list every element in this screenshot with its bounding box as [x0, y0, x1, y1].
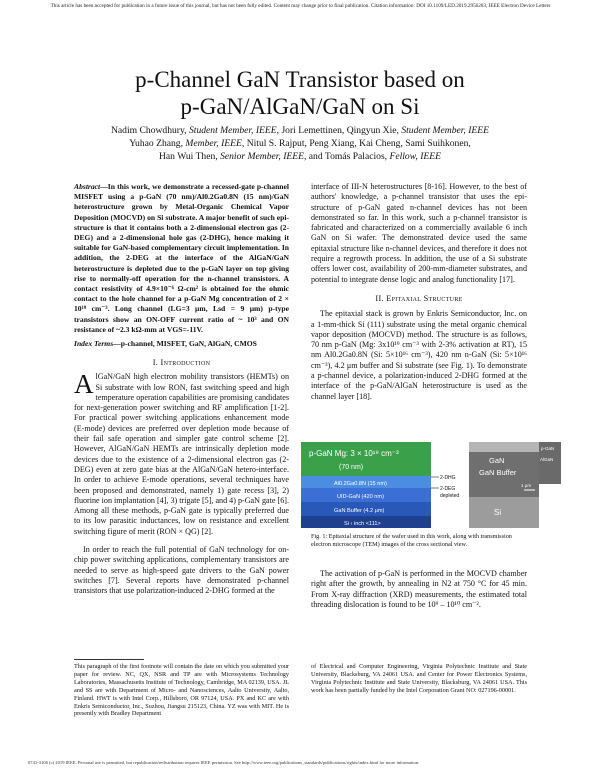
section-2-title: II. Epitaxial Structure	[375, 293, 463, 303]
pgan-layer	[301, 442, 431, 476]
left-column	[74, 182, 289, 596]
header-note: This article has been accepted for publication in a future issue of this journal, but has not been fully edited. Content may change prior to final publication. Citation information: DOI 10.1109/LED.2019.2956283, IEEE Electron Device Letters	[50, 3, 551, 9]
intro-text	[74, 369, 289, 596]
intro-paragraph-2: In order to reach the full potential of GaN technology for on-chip power switching applications, complementary transistors are needed to serve as high-speed gate drivers to the GaN power switches [7]. Several reports have demonstrated p-channel transistors that use polarization-induced 2-DHG formed at the	[74, 545, 289, 596]
author-list	[70, 124, 530, 163]
abstract-label: Abstract	[74, 182, 101, 191]
author-line-2: Yuhao Zhang, Member, IEEE, Nitul S. Rajput, Peng Xiang, Kai Cheng, Sami Suihkonen,	[129, 138, 471, 149]
paper-title	[60, 66, 540, 120]
title-line-2: p-GaN/AlGaN/GaN on Si	[180, 94, 420, 119]
tem-pgan-label: p-GaN	[541, 446, 555, 451]
layer2-label: Al0.2Ga0.8N (15 nm)	[334, 481, 387, 487]
intro-paragraph-1: lGaN/GaN high electron mobility transistors (HEMTs) on Si substrate with low RON, fast switching speed and high temperature operation capabilities are promising candidates for next-generation power switching and RF amplification [1-2]. For practical power switching applications enhancement mode (E-mode) devices are preferred over depletion mode because of their fail safe operation and simpler gate control scheme [2]. However, AlGaN/GaN HEMTs are intrinsically depletion mode devices due to the existence of a 2-dimensional electron gas (2-DEG) even at zero gate bias at the AlGaN/GaN hetero-interface. In order to achieve E-mode operations, several techniques have been proposed and demonstrated, namely 1) gate recess [3], 2) fluorine ion implantation [4], 3) trigate [5], and 4) p-GaN gate [6]. Among all these methods, p-GaN gate is typically preferred due to its low parasitic inductances, low on resistance and excellent switching figure of merit (RON × QG) [2].	[74, 372, 289, 536]
tem-scale-label: 1 μm	[521, 483, 532, 488]
right-paragraph-3-block	[311, 569, 527, 611]
right-paragraph-3: The activation of p-GaN is performed in the MOCVD chamber right after the growth, by annealing in N2 at 750 °C for 45 min. From X-ray diffraction (XRD) measurements, the estimated total threading dislocation is found to be 10⁹ – 10¹⁰ cm⁻².	[311, 569, 527, 610]
tem-si-label: Si	[494, 508, 502, 517]
layer1-label: p-GaN Mg: 3 × 10¹⁹ cm⁻³	[309, 449, 399, 458]
figure-1	[299, 442, 561, 528]
label-2dhg: 2-DHG	[440, 475, 456, 481]
label-2deg: 2-DEG	[440, 486, 456, 492]
tem-buffer-label: GaN Buffer	[479, 468, 517, 477]
right-paragraph-2: The epitaxial stack is grown by Enkris Semiconductor, Inc. on a 1-mm-thick Si (111) substrate using the metal organic chemical vapor deposition (MOCVD) method. The structure is as follows, 70 nm p-GaN (Mg: 3x10¹⁹ cm⁻³ with 2-3% activation at RT), 15 nm Al0.2Ga0.8N (Si: 5×10¹⁶ cm⁻³), 420 nm n-GaN (Si: 5×10¹⁶ cm⁻³), 4.2 μm buffer and Si substrate (see Fig. 1). To demonstrate a p-channel device, a polarization-induced 2-DHG formed at the interface of the p-GaN/AlGaN heterostructure is used as the channel layer [18].	[311, 309, 527, 401]
tem-algan-label: AlGaN	[540, 457, 554, 462]
abstract	[74, 182, 289, 335]
abstract-text: —In this work, we demonstrate a recessed-gate p-channel MISFET using a p-GaN (70 nm)/Al0.2Ga0.8N (15 nm)/GaN heterostructure grown by Metal-Organic Chemical Vapor Deposition (MOCVD) on Si substrate. A major benefit of such epi-structure is that it contains both a 2-dimensional electron gas (2-DEG) and a 2-dimensional hole gas (2-DHG), hence making it suitable for GaN-based complementary circuit implementation. In addition, the 2-DEG at the interface of the AlGaN/GaN heterostructure is depleted due to the p-GaN layer on top giving rise to normally-off operation for the n-channel transistors. A contact resistivity of 4.9×10⁻⁶ Ω-cm² is obtained for the ohmic contact to the hole channel for a p-GaN Mg concentration of 2 × 10¹⁹ cm⁻³. Long channel (LG=3 μm, Lsd = 9 μm) p-type transistors show an ON-OFF current ratio of ~ 10³ and ON resistance of ~2.3 kΩ-mm at VGS=-11V.	[74, 182, 289, 334]
author-line-3: Han Wui Then, Senior Member, IEEE, and Tomás Palacios, Fellow, IEEE	[159, 151, 441, 162]
layer4-label: GaN Buffer (4.2 μm)	[334, 508, 385, 514]
footnote-right: of Electrical and Computer Engineering, Virginia Polytechnic Institute and State University, Blacksburg, VA 24061 USA. and Center for Power Electronics Systems, Virginia Polytechnic Institute and State University, Blacksburg, VA 24061 USA. This work has been partially funded by the Intel Corporation Grant NO: 027196-00001.	[311, 663, 527, 694]
footnote-left: This paragraph of the first footnote will contain the date on which you submitted your paper for review. NC, QX, NSR and TP are with Microsystems Technology Laboratories, Massachusetts Institute of Technology, Cambridge, MA 02139, USA. JL and SS are with Department of Micro- and Nanosciences, Aalto University, Aalto, Finland. HWT is with Intel Corp., Hillsboro, OR 97124, USA. PX and KC are with Enkris Semiconductor, Inc., Suzhou, Jiangsu 215123, China. YZ was with MIT. He is presently with Bradley Department	[74, 663, 289, 718]
section-1-title: I. Introduction	[152, 358, 211, 368]
figure-caption: Fig. 1: Epitaxial structure of the wafer used in this work, along with transmission electron microscope (TEM) images of the cross sectional view.	[311, 533, 512, 548]
page-footer: 0741-3106 (c) 2019 IEEE. Personal use is permitted, but republication/redistribution requires IEEE permission. See http://www.ieee.org/publications_standards/publications/rights/index.html for more information.	[28, 760, 420, 765]
layer1b-label: (70 nm)	[339, 464, 364, 471]
layer5-label: Si ‹ inch <111>	[344, 521, 381, 527]
dropcap: A	[74, 369, 94, 400]
tem-gan-label: GaN	[489, 456, 505, 465]
right-paragraph-1: interface of III-N heterostructures [8-16]. However, to the best of authors' knowledge, a p-channel transistor that uses the epi-structure of p-GaN gated n-channel devices has not been demonstrated so far. In this work, such a p-channel transistor is fabricated and characterized on a commercially available 6 inch GaN on Si wafer. The demonstrated device used the same epitaxial structure like n-channel devices, and therefore it does not require a regrowth process. In addition, the use of a Si substrate offers lower cost, availability of 200-mm-diameter substrates, and potential to integrate dense logic and analog functionality [17].	[311, 182, 527, 284]
index-terms: Index Terms—p-channel, MISFET, GaN, AlGaN, CMOS	[74, 339, 257, 349]
layer3-label: UID-GaN (420 nm)	[337, 494, 384, 500]
title-line-1: p-Channel GaN Transistor based on	[135, 67, 465, 92]
footnote-rule	[74, 659, 144, 660]
author-line-1: Nadim Chowdhury, Student Member, IEEE, Jori Lemettinen, Qingyun Xie, Student Member, IEEE	[110, 125, 489, 136]
right-column	[311, 182, 527, 402]
label-depleted: depleted	[440, 493, 460, 499]
